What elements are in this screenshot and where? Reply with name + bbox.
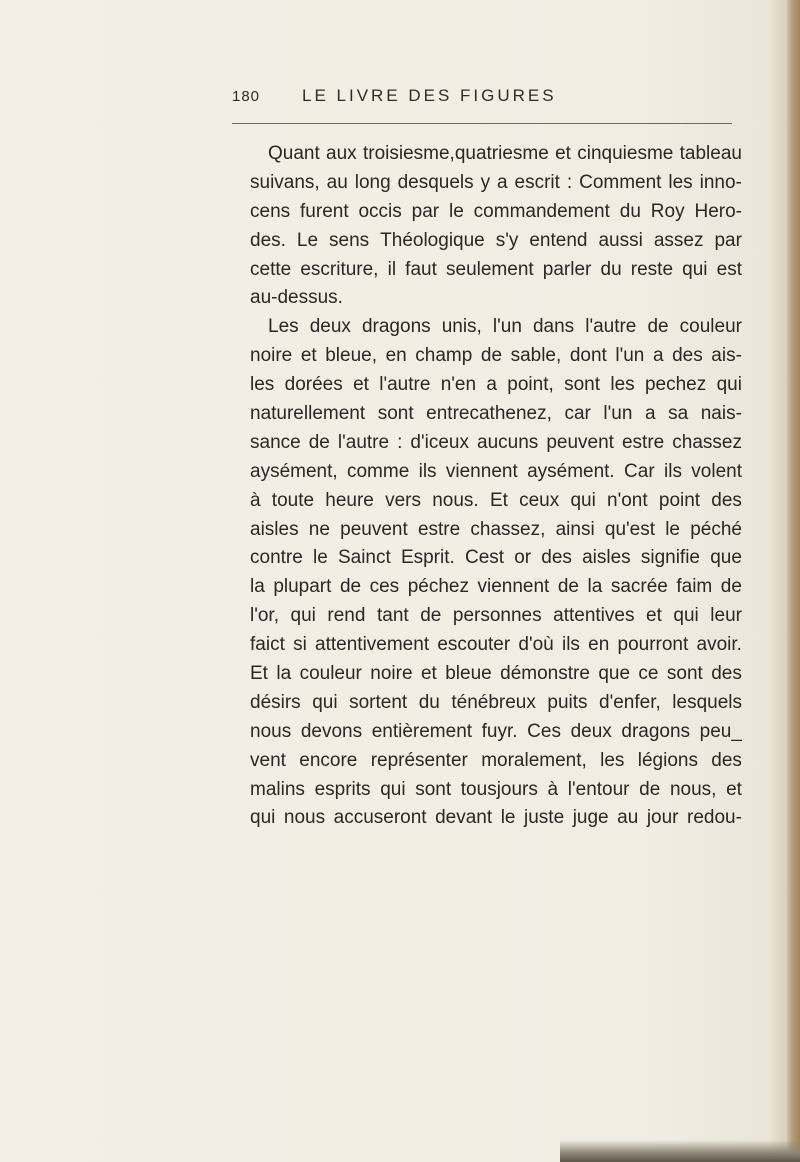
word: a	[486, 374, 497, 396]
word: escouter	[437, 634, 511, 656]
word: a	[497, 171, 508, 193]
word: du	[418, 691, 440, 713]
word: leur	[710, 605, 742, 627]
word: devant	[435, 807, 493, 829]
word: Le	[296, 229, 319, 251]
word: qui	[716, 374, 742, 396]
word: accuseront	[333, 807, 427, 829]
word: Et	[250, 663, 268, 685]
word: nous,	[669, 778, 717, 800]
word: aysément.	[527, 460, 615, 482]
word: nous	[283, 807, 326, 829]
word: attentives	[553, 605, 635, 627]
word: l'un	[603, 403, 633, 425]
word: ainsi	[555, 518, 595, 540]
word: nous	[250, 720, 292, 742]
word: le	[500, 807, 516, 829]
word: des	[711, 489, 742, 511]
word: point	[658, 489, 701, 511]
word: Comment	[579, 171, 662, 193]
word: ne	[308, 518, 330, 540]
word: qui	[250, 807, 276, 829]
word: n'en	[440, 374, 477, 396]
word: au-dessus.	[250, 287, 343, 309]
word: d'iceux	[410, 431, 469, 453]
word: deux	[570, 720, 612, 742]
word: le	[665, 518, 680, 540]
word: aisles	[250, 518, 299, 540]
word: de	[420, 605, 442, 627]
page-number: 180	[232, 88, 261, 105]
word: s'y	[495, 229, 519, 251]
word: aucuns	[477, 431, 539, 453]
word: a	[644, 403, 656, 425]
word: entend	[529, 229, 588, 251]
running-title: LE LIVRE DES FIGURES	[302, 86, 557, 105]
word: Hero-	[694, 200, 742, 222]
word: juge	[572, 807, 609, 829]
word: Ces	[527, 720, 561, 742]
word: ils	[418, 460, 437, 482]
word: Sainct	[337, 547, 391, 569]
word: a	[652, 345, 664, 367]
word: sont	[666, 663, 703, 685]
word: les	[668, 171, 693, 193]
word: faut	[405, 258, 437, 280]
word: assez	[653, 229, 704, 251]
word: que	[598, 663, 631, 685]
word: cette	[250, 258, 292, 280]
word: deux	[309, 316, 351, 338]
word: lesquels	[672, 691, 742, 713]
word: par	[714, 229, 742, 251]
word: en	[385, 345, 407, 367]
word: sortent	[349, 691, 408, 713]
word: sance	[250, 431, 301, 453]
word: il	[387, 258, 397, 280]
word: qui	[570, 489, 596, 511]
word: dragons	[361, 316, 431, 338]
word: aisles	[582, 547, 631, 569]
word: la	[250, 576, 265, 598]
text-line	[250, 573, 742, 602]
word: et	[300, 345, 317, 367]
word: sable,	[510, 345, 562, 367]
word: qu'est	[604, 518, 655, 540]
text-line	[250, 400, 742, 429]
word: l'or,	[250, 605, 279, 627]
word: l'entour	[567, 778, 630, 800]
word: par	[411, 200, 440, 222]
word: sont	[377, 403, 414, 425]
word: inno-	[699, 171, 742, 193]
word: le	[312, 547, 328, 569]
word: à	[250, 489, 261, 511]
word: au	[326, 171, 348, 193]
word: malins	[250, 778, 305, 800]
word: faict	[250, 634, 285, 656]
word: de	[557, 576, 579, 598]
word: commandement	[473, 200, 610, 222]
word: chassez,	[470, 518, 546, 540]
text-line	[250, 458, 742, 487]
word: esprits	[314, 778, 371, 800]
word: naturellement	[250, 403, 366, 425]
word: qui	[312, 691, 338, 713]
word: des	[711, 749, 742, 771]
word: peuvent	[546, 431, 614, 453]
word: or	[514, 547, 532, 569]
word: aysément,	[250, 460, 338, 482]
word: Théologique	[380, 229, 485, 251]
text-line	[250, 198, 742, 227]
word: viennent	[477, 576, 550, 598]
word: l'autre	[337, 431, 390, 453]
word: n'ont	[607, 489, 648, 511]
word: sacrée	[610, 576, 668, 598]
word: heure	[325, 489, 374, 511]
word: cinquiesme	[577, 143, 674, 164]
word: et	[726, 778, 742, 800]
word: car	[564, 403, 591, 425]
word: ces	[369, 576, 400, 598]
word: peu_	[699, 720, 742, 742]
word: parler	[542, 258, 592, 280]
word: les	[250, 374, 275, 396]
word: des	[541, 547, 572, 569]
word: aussi	[598, 229, 643, 251]
text-line	[250, 256, 742, 285]
word: jour	[646, 807, 679, 829]
word: escrit	[514, 171, 560, 193]
word: juste	[524, 807, 565, 829]
word: de	[480, 345, 503, 367]
word: redou-	[687, 807, 742, 829]
text-line	[250, 602, 742, 631]
text-line	[250, 776, 742, 805]
word: :	[397, 431, 403, 453]
text-line	[250, 804, 742, 833]
word: des	[672, 345, 703, 367]
text-line	[250, 660, 742, 689]
word: et	[420, 663, 437, 685]
word: :	[566, 171, 573, 193]
word: de	[339, 576, 362, 598]
word: de	[647, 316, 669, 338]
text-line	[250, 689, 742, 718]
word: et	[555, 143, 571, 164]
word: champ	[415, 345, 473, 367]
word: moralement,	[481, 749, 587, 771]
word: Roy	[650, 200, 685, 222]
word: puits	[547, 691, 588, 713]
word: pourront	[617, 634, 689, 656]
word: bleue,	[325, 345, 378, 367]
word: dont	[569, 345, 607, 367]
word: y	[480, 171, 491, 193]
word: démonstre	[500, 663, 590, 685]
page-edge-shadow	[786, 0, 800, 1162]
word: si	[293, 634, 307, 656]
word: nais-	[700, 403, 742, 425]
text-line	[250, 313, 742, 342]
word: couleur	[679, 316, 742, 338]
word: que	[710, 547, 742, 569]
word: pechez	[644, 374, 707, 396]
word: desquels	[397, 171, 474, 193]
word: estre	[417, 518, 461, 540]
word: reste	[630, 258, 674, 280]
word: de	[720, 576, 742, 598]
word: signifie	[640, 547, 701, 569]
word: ais-	[711, 345, 742, 367]
word: plupart	[273, 576, 332, 598]
word: troisiesme,quatriesme	[362, 143, 549, 164]
word: bleue	[445, 663, 492, 685]
word: comme	[346, 460, 410, 482]
word: Car	[624, 460, 655, 482]
word: représenter	[370, 749, 468, 771]
word: cens	[250, 200, 291, 222]
word: en	[588, 634, 610, 656]
word: dorées	[284, 374, 343, 396]
word: noire	[250, 345, 293, 367]
word: noire	[370, 663, 413, 685]
word: tableau	[679, 143, 742, 164]
word: unis,	[441, 316, 482, 338]
word: entièrement	[371, 720, 473, 742]
word: ils	[664, 460, 682, 482]
word: rend	[327, 605, 366, 627]
text-line	[250, 169, 742, 198]
word: Et	[489, 489, 508, 511]
word: la	[587, 576, 603, 598]
word: chassez	[672, 431, 742, 453]
word: de	[639, 778, 661, 800]
word: long	[354, 171, 391, 193]
word: peuvent	[340, 518, 408, 540]
word: les	[610, 374, 635, 396]
word: point,	[507, 374, 554, 396]
word: légions	[637, 749, 698, 771]
word: qui	[682, 258, 708, 280]
word: Quant	[268, 143, 320, 164]
word: aux	[326, 143, 357, 164]
word: à	[547, 778, 559, 800]
text-line	[250, 227, 742, 256]
word: l'un	[615, 345, 645, 367]
word: seulement	[446, 258, 534, 280]
word: péché	[690, 518, 742, 540]
word: des	[711, 663, 742, 685]
text-line	[250, 544, 742, 573]
word: attentivement	[315, 634, 430, 656]
word: viennent	[445, 460, 518, 482]
text-line	[250, 631, 742, 660]
word: qui	[290, 605, 316, 627]
word: faim	[676, 576, 713, 598]
word: avoir.	[696, 634, 742, 656]
word: suivans,	[250, 171, 320, 193]
word: vent	[250, 749, 286, 771]
text-line	[250, 342, 742, 371]
text-line	[250, 516, 742, 545]
running-header	[232, 86, 652, 106]
word: au	[617, 807, 639, 829]
word: contre	[250, 547, 303, 569]
word: du	[600, 258, 622, 280]
word: toute	[271, 489, 315, 511]
word: sens	[329, 229, 370, 251]
text-line	[250, 371, 742, 400]
word: personnes	[452, 605, 542, 627]
word: des.	[250, 229, 286, 251]
word: encore	[299, 749, 358, 771]
word: ténébreux	[451, 691, 536, 713]
word: l'un	[492, 316, 522, 338]
word: l'autre	[379, 374, 431, 396]
text-line	[250, 284, 742, 313]
word: tant	[376, 605, 409, 627]
word: couleur	[299, 663, 362, 685]
word: vers	[385, 489, 422, 511]
text-line	[250, 429, 742, 458]
page-bottom-shadow	[560, 1140, 800, 1162]
word: furent	[300, 200, 349, 222]
word: d'où	[518, 634, 554, 656]
word: Cest	[464, 547, 505, 569]
word: qui	[380, 778, 406, 800]
header-rule	[232, 123, 732, 124]
word: volent	[691, 460, 742, 482]
word: estre	[621, 431, 665, 453]
word: de	[308, 431, 330, 453]
word: d'enfer,	[599, 691, 661, 713]
word: tousjours	[460, 778, 538, 800]
word: du	[619, 200, 641, 222]
word: sont	[415, 778, 452, 800]
word: dragons	[621, 720, 691, 742]
text-line	[250, 487, 742, 516]
text-line	[250, 718, 742, 747]
word: Esprit.	[400, 547, 455, 569]
word: le	[449, 200, 464, 222]
word: ce	[638, 663, 659, 685]
word: désirs	[250, 691, 301, 713]
word: les	[600, 749, 625, 771]
word: sa	[668, 403, 689, 425]
word: l'autre	[585, 316, 637, 338]
word: ceux	[519, 489, 560, 511]
word: sont	[564, 374, 601, 396]
word: péchez	[407, 576, 469, 598]
word: Les	[268, 316, 299, 338]
text-line	[250, 140, 742, 169]
word: occis	[358, 200, 402, 222]
body-text	[250, 140, 742, 833]
word: est	[716, 258, 742, 280]
word: escriture,	[300, 258, 379, 280]
word: la	[276, 663, 292, 685]
word: devons	[300, 720, 363, 742]
word: qui	[673, 605, 699, 627]
word: et	[646, 605, 662, 627]
word: dans	[532, 316, 575, 338]
word: nous.	[432, 489, 479, 511]
word: entrecathenez,	[426, 403, 552, 425]
text-line	[250, 747, 742, 776]
word: fuyr.	[481, 720, 518, 742]
word: ils	[561, 634, 580, 656]
word: et	[353, 374, 369, 396]
